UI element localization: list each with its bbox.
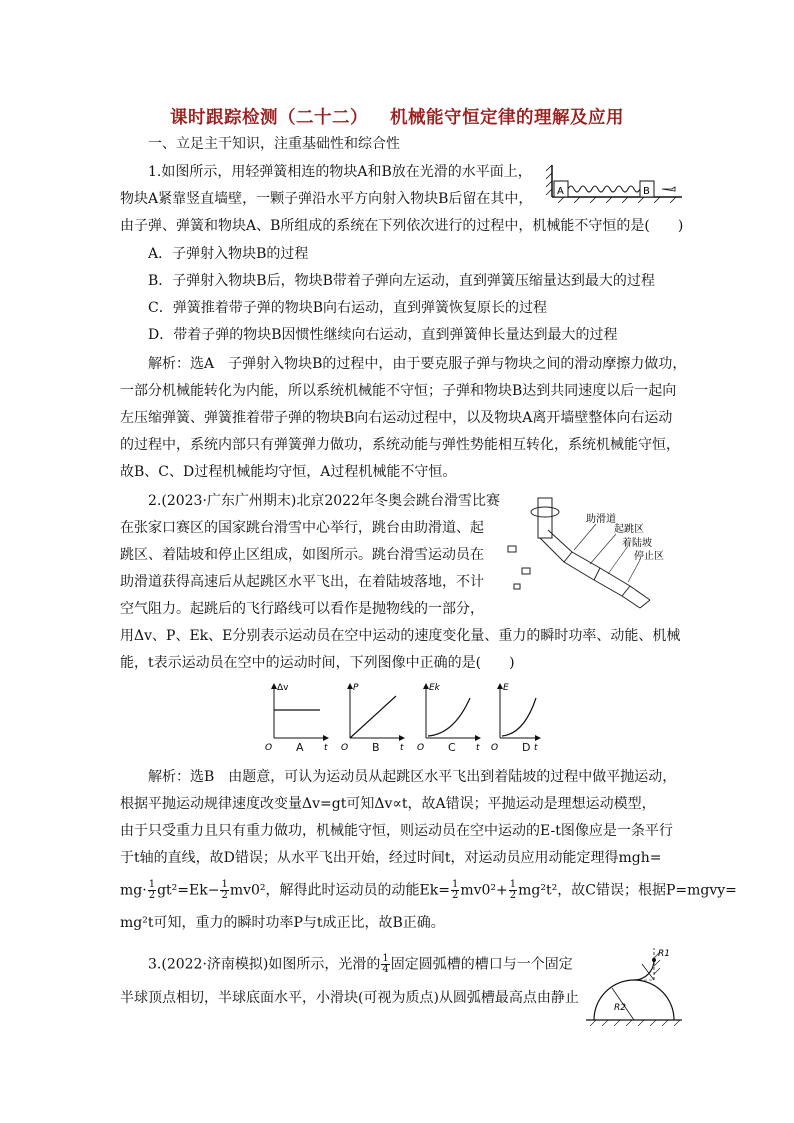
- figure-label-takeoff: 起跳区: [614, 524, 644, 535]
- graph-a-xlabel: t: [324, 743, 328, 753]
- q2-analysis-5: mg· $\frac{1}{2}$ gt²=Ek− $\frac{1}{2}$ mv0²，解得此时运动员的动能Ek= $\frac{1}{2}$ mv0²+ $\frac{1}{2}$ mg²t²，故C错误；根据P=mgvy=: [120, 879, 737, 901]
- graph-a-ylabel: Δv: [277, 683, 289, 693]
- graph-c-ylabel: Ek: [429, 683, 440, 693]
- q1-line-3: 由子弹、弹簧和物块A、B所组成的系统在下列依次进行的过程中，机械能不守恒的是( ): [120, 218, 684, 234]
- graph-b-ylabel: P: [353, 683, 359, 693]
- frac-half-4: $\frac{1}{2}$: [509, 879, 517, 901]
- q1-spring-figure: [544, 163, 684, 203]
- q2-analysis-4: 于t轴的直线，故D错误；从水平飞出开始，经过时间t，对运动员应用动能定理得mgh=: [120, 850, 662, 866]
- figure-label-landing: 着陆坡: [622, 538, 652, 549]
- q2-analysis-2: 根据平抛运动规律速度改变量Δv=gt可知Δv∝t，故A错误；平抛运动是理想运动模型，: [120, 796, 656, 812]
- q1-option-b: B．子弹射入物块B后，物块B带着子弹向左运动，直到弹簧压缩量达到最大的过程: [148, 273, 655, 289]
- q1-analysis-4: 的过程中，系统内部只有弹簧弹力做功，系统动能与弹性势能相互转化，系统机械能守恒，: [120, 437, 680, 453]
- graph-d: [491, 683, 540, 753]
- figure-label-run-in: 助滑道: [586, 514, 616, 525]
- frac-half-1: $\frac{1}{2}$: [148, 879, 156, 901]
- q2-graph-options: [262, 680, 542, 756]
- q1-option-d: D．带着子弹的物块B因惯性继续向右运动，直到弹簧伸长量达到最大的过程: [148, 327, 618, 343]
- graph-b-xlabel: t: [400, 743, 404, 753]
- q1-analysis-5: 故B、C、D过程机械能均守恒，A过程机械能不守恒。: [120, 464, 457, 480]
- graph-a-origin: O: [265, 743, 273, 753]
- frac-quarter: $\frac{1}{4}$: [382, 953, 389, 975]
- page-title: [0, 104, 794, 129]
- q3-line-2: 半球顶点相切，半球底面水平，小滑块(可视为质点)从圆弧槽最高点由静止: [120, 990, 579, 1006]
- q1-analysis-3: 左压缩弹簧、弹簧推着带子弹的物块B向右运动过程中，以及物块A离开墙壁整体向右运动: [120, 410, 673, 426]
- q1-block-b-label: B: [643, 186, 650, 197]
- frac-half-3: $\frac{1}{2}$: [451, 879, 459, 901]
- q3-hemisphere-figure: [584, 944, 684, 1026]
- q3-r2-label: R2: [614, 1003, 626, 1013]
- q2-line-5: 空气阻力。起跳后的飞行路线可以看作是抛物线的一部分，: [120, 601, 484, 617]
- q1-analysis-1: 解析：选A 子弹射入物块B的过程中，由于要克服子弹与物块之间的滑动摩擦力做功，: [148, 356, 687, 372]
- title-topic: 机械能守恒定律的理解及应用: [390, 108, 624, 128]
- graph-c-xlabel: t: [476, 743, 480, 753]
- graph-a-caption: A: [296, 741, 304, 754]
- q3-r1-label: R1: [658, 949, 670, 959]
- graph-d-xlabel: t: [534, 743, 538, 753]
- q2-line-1: 2.(2023·广东广州期末)北京2022年冬奥会跳台滑雪比赛: [148, 493, 500, 509]
- section-heading: 一、立足主干知识，注重基础性和综合性: [148, 136, 400, 152]
- q2-line-7: 能，t表示运动员在空中的运动时间，下列图像中正确的是( ): [120, 655, 515, 671]
- q2-ski-jump-figure: [500, 490, 680, 612]
- figure-label-stop: 停止区: [634, 551, 664, 562]
- graph-d-origin: O: [491, 743, 499, 753]
- q3-line-1: 3.(2022·济南模拟)如图所示，光滑的 $\frac{1}{4}$ 固定圆弧槽的槽口与一个固定: [148, 953, 573, 975]
- q2-analysis-3: 由于只受重力且只有重力做功，机械能守恒，则运动员在空中运动的E-t图像应是一条平行: [120, 823, 673, 839]
- q1-block-a-label: A: [557, 186, 564, 197]
- graph-c-origin: O: [417, 743, 425, 753]
- title-series: 课时跟踪检测（二十二）: [170, 108, 368, 128]
- graph-c-caption: C: [448, 741, 456, 754]
- q1-option-c: C．弹簧推着带子弹的物块B向右运动，直到弹簧恢复原长的过程: [148, 300, 547, 316]
- q2-line-4: 助滑道获得高速后从起跳区水平飞出，在着陆坡落地，不计: [120, 574, 484, 590]
- graph-d-caption: D: [522, 741, 531, 754]
- q2-analysis-6: mg²t可知，重力的瞬时功率P与t成正比，故B正确。: [120, 915, 445, 931]
- q1-line-2: 物块A紧靠竖直墙壁，一颗子弹沿水平方向射入物块B后留在其中，: [120, 191, 533, 207]
- q1-analysis-2: 一部分机械能转化为内能，所以系统机械能不守恒；子弹和物块B达到共同速度以后一起向: [120, 383, 677, 399]
- q1-option-a: A．子弹射入物块B的过程: [148, 246, 309, 262]
- q2-line-3: 跳区、着陆坡和停止区组成，如图所示。跳台滑雪运动员在: [120, 547, 484, 563]
- q2-line-6: 用Δv、P、Ek、E分别表示运动员在空中运动的速度变化量、重力的瞬时功率、动能、机械: [120, 628, 681, 644]
- q2-analysis-1: 解析：选B 由题意，可认为运动员从起跳区水平飞出到着陆坡的过程中做平抛运动，: [148, 769, 677, 785]
- q2-line-2: 在张家口赛区的国家跳台滑雪中心举行，跳台由助滑道、起: [120, 520, 484, 536]
- graph-b-origin: O: [341, 743, 349, 753]
- q1-line-1: 1.如图所示，用轻弹簧相连的物块A和B放在光滑的水平面上，: [148, 164, 532, 180]
- graph-b-caption: B: [372, 741, 380, 754]
- frac-half-2: $\frac{1}{2}$: [221, 879, 228, 901]
- graph-d-ylabel: E: [503, 683, 509, 693]
